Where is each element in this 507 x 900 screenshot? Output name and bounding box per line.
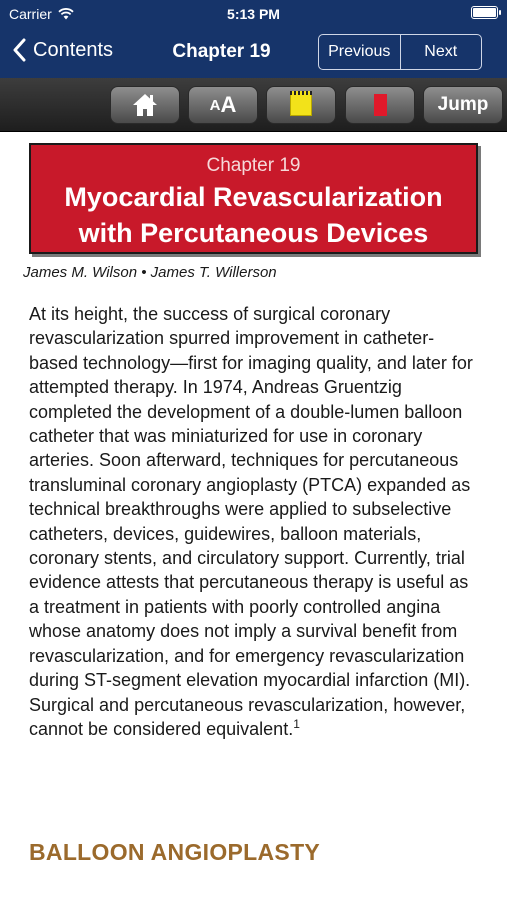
chapter-title-box bbox=[29, 143, 478, 254]
bookmark-button[interactable] bbox=[345, 86, 415, 124]
chapter-number: Chapter 19 bbox=[206, 155, 301, 176]
chevron-left-icon bbox=[13, 38, 27, 62]
note-button[interactable] bbox=[266, 86, 336, 124]
reader-toolbar bbox=[0, 78, 507, 132]
chapter-title bbox=[31, 179, 476, 251]
header-bar bbox=[0, 0, 507, 78]
next-button[interactable]: Next bbox=[400, 35, 482, 69]
font-size-button[interactable] bbox=[188, 86, 258, 124]
previous-button[interactable]: Previous bbox=[328, 43, 391, 60]
chapter-pager bbox=[318, 34, 482, 70]
font-size-big-glyph: A bbox=[220, 92, 237, 117]
clock: 5:13 PM bbox=[227, 6, 280, 22]
nav-title: Chapter 19 bbox=[172, 41, 271, 62]
section-heading: BALLOON ANGIOPLASTY bbox=[29, 839, 321, 865]
home-button[interactable] bbox=[110, 86, 180, 124]
navigation-bar bbox=[0, 30, 507, 74]
battery-icon bbox=[471, 6, 498, 19]
home-icon bbox=[131, 92, 159, 118]
status-bar bbox=[0, 0, 507, 26]
font-size-small-glyph: A bbox=[209, 96, 221, 114]
jump-button[interactable]: Jump bbox=[423, 86, 503, 124]
sticky-note-icon bbox=[290, 94, 312, 116]
chapter-title-line-2: with Percutaneous Devices bbox=[78, 218, 429, 248]
bookmark-icon bbox=[374, 94, 387, 116]
back-button-label: Contents bbox=[33, 38, 114, 61]
carrier-label: Carrier bbox=[9, 6, 52, 22]
paragraph-text: At its height, the success of surgical coronary revascularization spurred improvement in catheter-based technology—first for imaging quality, and later for attempted therapy. In 1974, Andreas Gruentzig completed the development of a double-lumen balloon catheter that was miniaturized for use in coronary arteries. Soon afterward, techniques for percutaneous transluminal coronary angioplasty (PTCA) expanded as technical breakthroughs were applied to subselective catheters, devices, guidewires, balloon materials, coronary stents, and circulatory support. Currently, trial evidence attests that percutaneous therapy is useful as a treatment in patients with poorly controlled angina whose anatomy does not imply a survival benefit from revascularization, and for emergency revascularization during ST-segment elevation myocardial infarction (MI). Surgical and percutaneous revascularization, however, cannot be considered equivalent. bbox=[29, 304, 473, 739]
footnote-reference[interactable]: 1 bbox=[293, 716, 300, 731]
chapter-title-line-1: Myocardial Revascularization bbox=[64, 182, 443, 212]
back-button[interactable] bbox=[13, 38, 113, 62]
chapter-body-paragraph bbox=[29, 302, 483, 741]
chapter-authors: James M. Wilson • James T. Willerson bbox=[23, 264, 277, 281]
